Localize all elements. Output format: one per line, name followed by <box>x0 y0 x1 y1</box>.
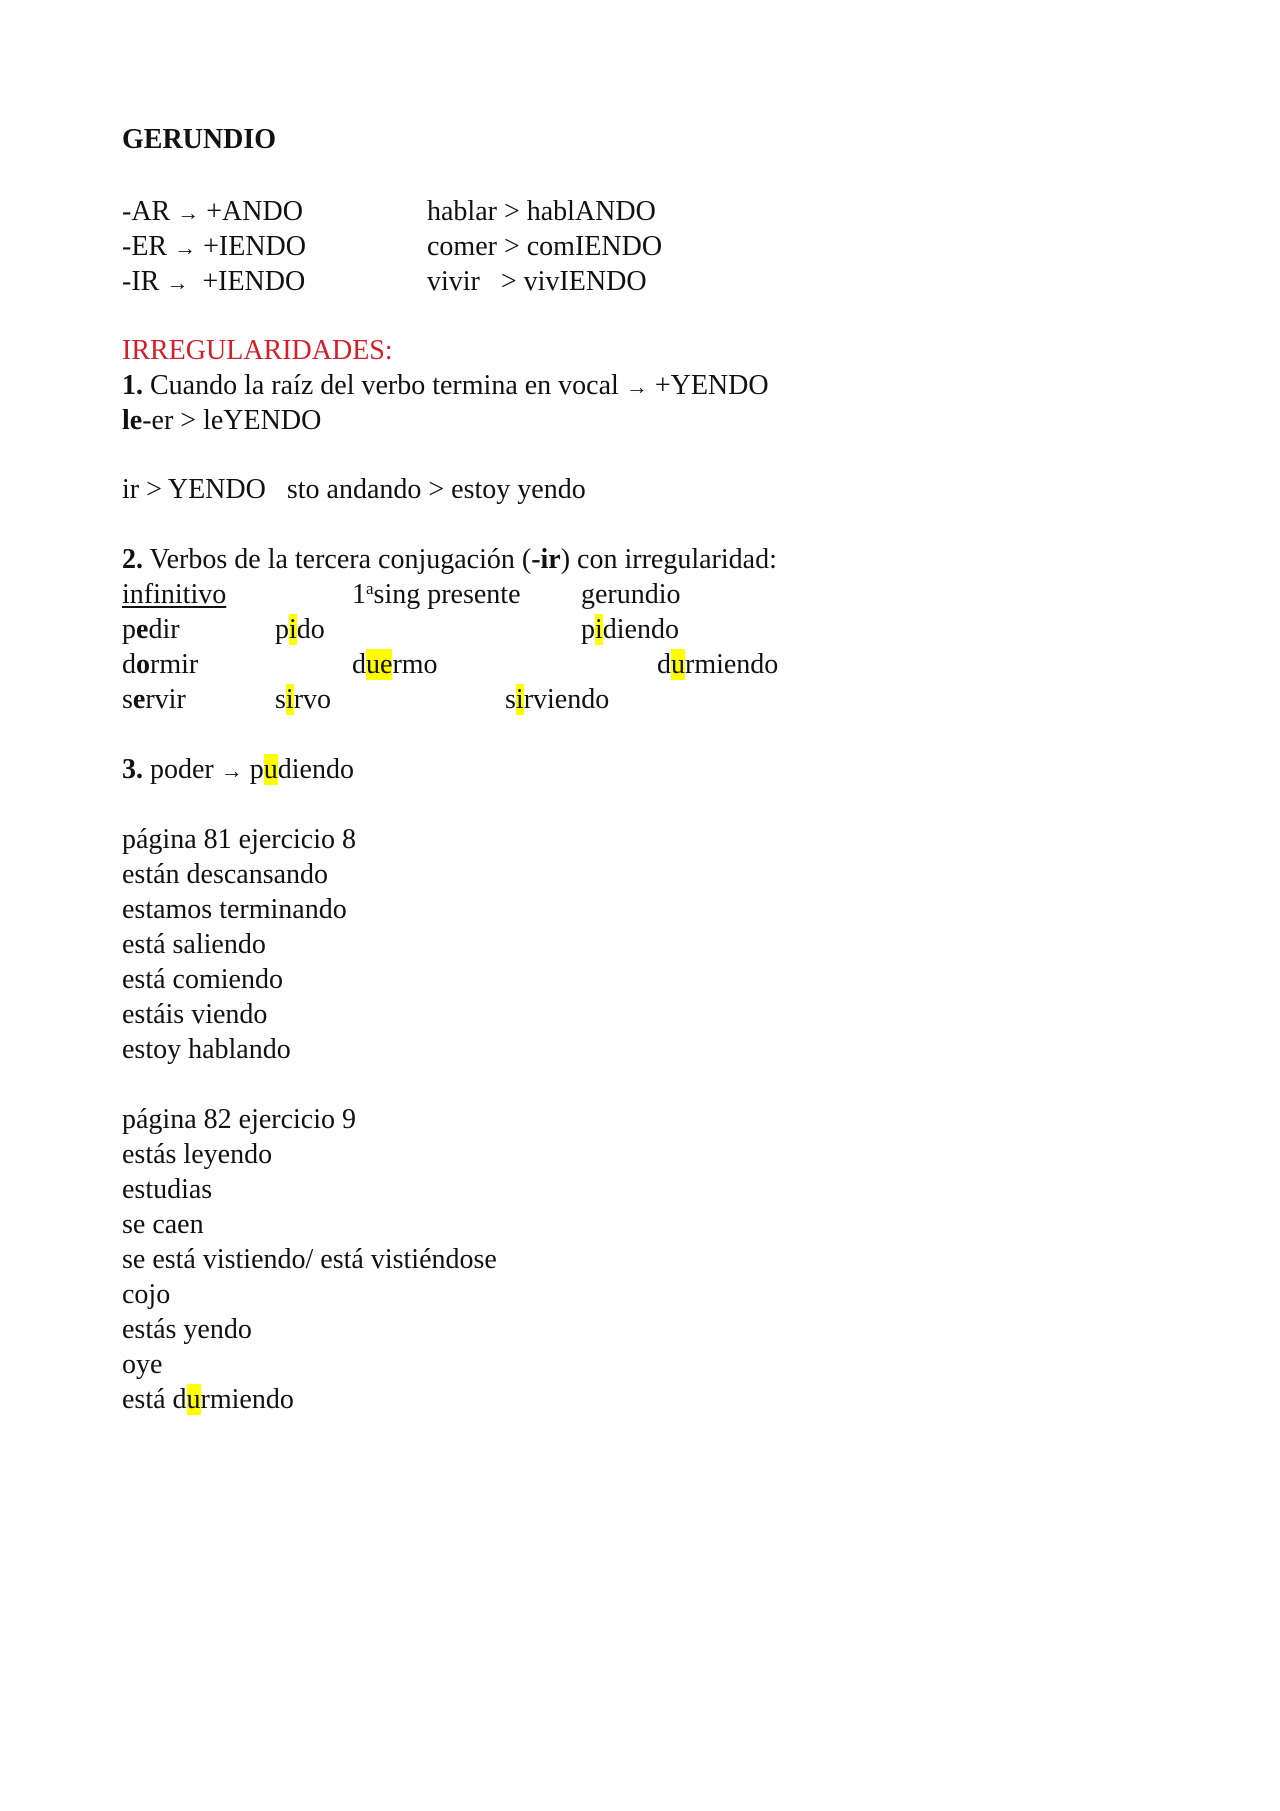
rule-suffix: +ANDO <box>206 196 303 227</box>
table-cell-gerundio: sirviendo <box>505 684 610 715</box>
arrow-icon: → <box>177 200 200 225</box>
rule-example: comer > comIENDO <box>427 231 663 262</box>
answer-line: está durmiendo <box>122 1384 294 1415</box>
rule-number: 2. <box>122 544 143 575</box>
example-rest: er > leYENDO <box>151 405 322 436</box>
answer-line: estáis viendo <box>122 999 268 1030</box>
header-gerundio: gerundio <box>581 579 681 610</box>
arrow-icon: → <box>220 758 243 783</box>
table-cell-presente: sirvo <box>275 684 332 715</box>
table-row: pedir <box>122 614 180 645</box>
rule-text: poder <box>143 754 221 785</box>
stem: le <box>122 405 143 436</box>
table-row: servir <box>122 684 186 715</box>
ir-line: ir > YENDO sto andando > estoy yendo <box>122 474 586 505</box>
arrow-icon: → <box>166 270 189 295</box>
answer-line: estoy hablando <box>122 1034 291 1065</box>
arrow-icon: → <box>625 374 648 399</box>
answer-line: estudias <box>122 1174 213 1205</box>
answer-line: estás leyendo <box>122 1139 273 1170</box>
irregular-example-1 <box>122 403 321 438</box>
rule-example: vivir > vivIENDO <box>427 266 647 297</box>
rule-text: Cuando la raíz del verbo termina en vocal <box>143 370 626 401</box>
irregular-rule-2 <box>122 542 777 577</box>
answer-line: está saliendo <box>122 929 266 960</box>
answer-line: estás yendo <box>122 1314 252 1345</box>
rule-ir <box>122 264 305 300</box>
table-header <box>122 577 690 612</box>
header-presente: 1$^a$sing presente <box>352 579 521 610</box>
rule-suffix: +YENDO <box>647 370 769 401</box>
answer-line: está comiendo <box>122 964 283 995</box>
rule-example: hablar > hablANDO <box>427 196 656 227</box>
irregular-rule-3: 3. poder → pudiendo <box>122 754 354 785</box>
table-row: dormir <box>122 649 199 680</box>
header-infinitivo: infinitivo <box>122 579 227 610</box>
rule-ending: -ER <box>122 231 168 262</box>
answer-line: oye <box>122 1349 163 1380</box>
answer-line: estamos terminando <box>122 894 347 925</box>
dash: - <box>142 405 152 436</box>
table-cell-presente: pido <box>275 614 325 645</box>
rule-bold: -ir <box>531 544 561 575</box>
table-cell-presente: duermo <box>352 649 438 680</box>
rule-ending: -IR <box>122 266 160 297</box>
answer-line: cojo <box>122 1279 171 1310</box>
answer-line: se caen <box>122 1209 204 1240</box>
rule-number: 1. <box>122 370 143 401</box>
table-cell-gerundio: durmiendo <box>657 649 779 680</box>
answer-line: se está vistiendo/ está vistiéndose <box>122 1244 497 1275</box>
rule-text: ) con irregularidad: <box>560 544 777 575</box>
rule-er <box>122 229 306 265</box>
exercise-8-title: página 81 ejercicio 8 <box>122 824 357 855</box>
rule-ending: -AR <box>122 196 171 227</box>
rule-suffix: +IENDO <box>203 231 306 262</box>
rule-ar <box>122 194 303 230</box>
document-title: GERUNDIO <box>122 124 277 155</box>
rule-text: Verbos de la tercera conjugación ( <box>143 544 532 575</box>
exercise-9-title: página 82 ejercicio 9 <box>122 1104 357 1135</box>
irregular-heading: IRREGULARIDADES: <box>122 335 393 366</box>
irregular-rule-1 <box>122 368 769 404</box>
answer-line: están descansando <box>122 859 329 890</box>
table-cell-gerundio: pidiendo <box>581 614 679 645</box>
rule-number: 3. <box>122 754 143 785</box>
rule-suffix: +IENDO <box>202 266 306 297</box>
arrow-icon: → <box>174 235 197 260</box>
